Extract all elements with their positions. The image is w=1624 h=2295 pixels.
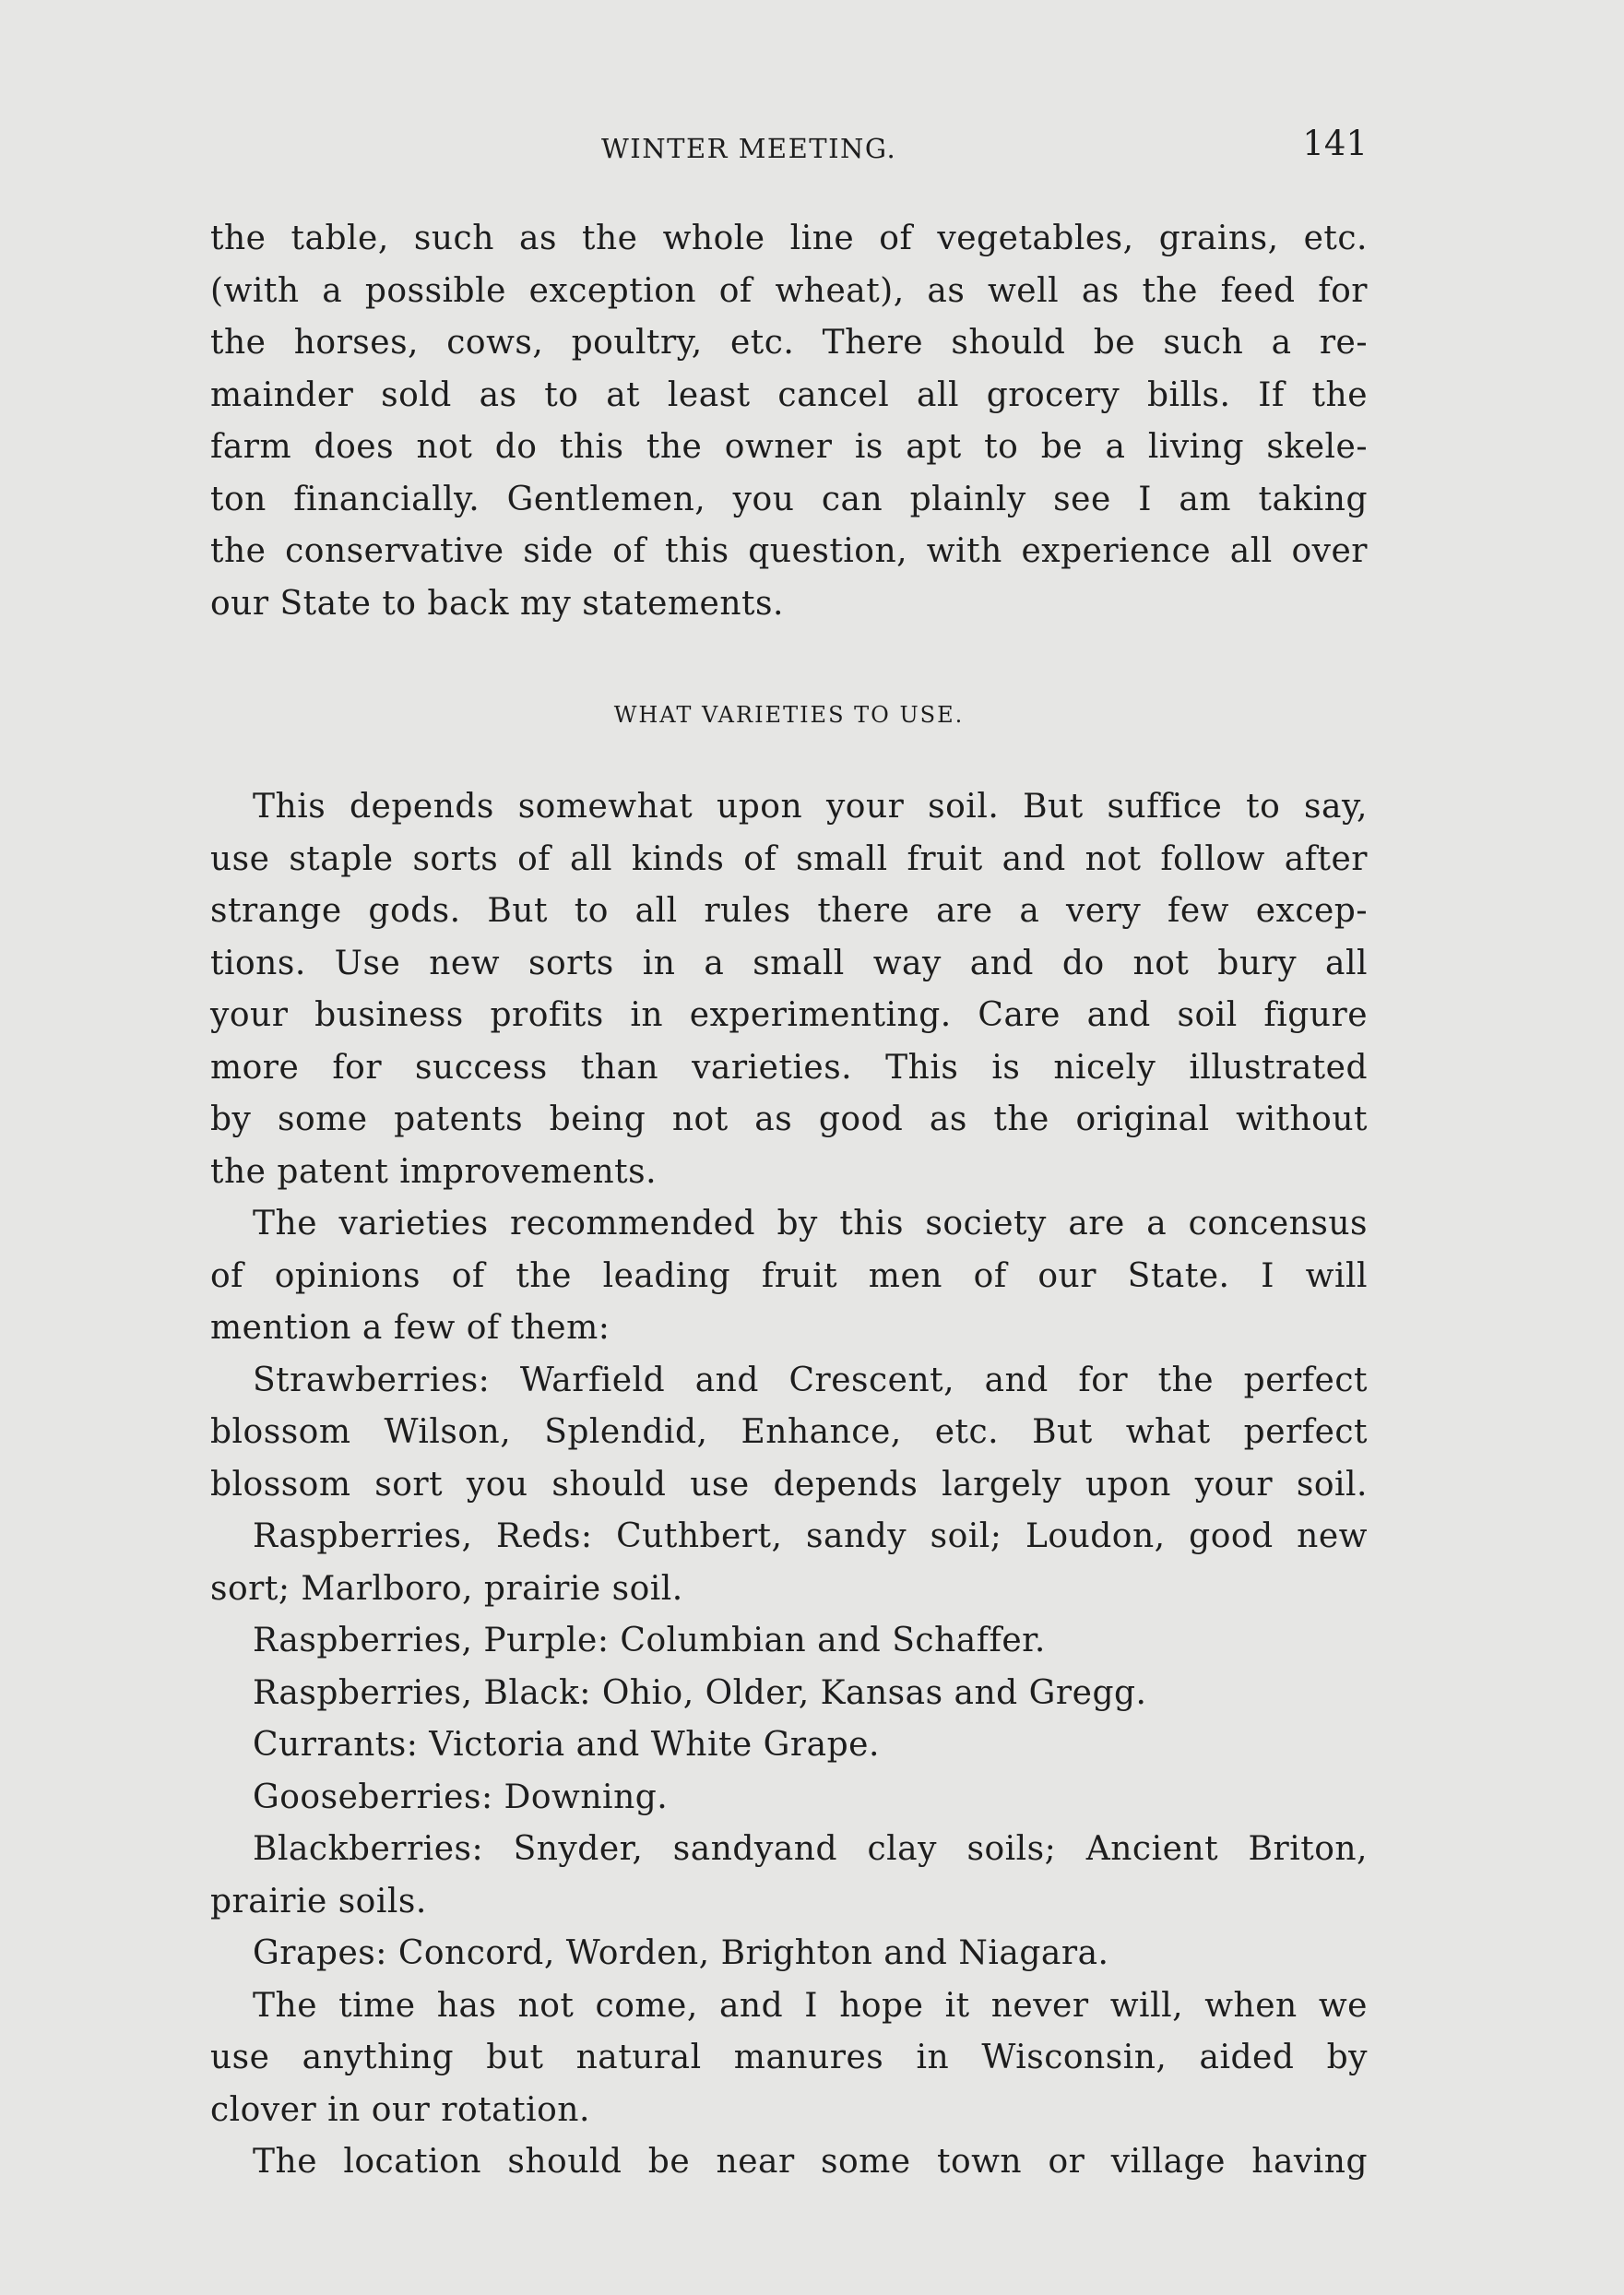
variety-entry-raspberries-black: Raspberries, Black: Ohio, Older, Kansas and Gregg. — [253, 1673, 1147, 1712]
paragraph-first-line: The varieties recommended by this society are a concensus — [253, 1205, 1368, 1243]
section-heading: WHAT VARIETIES TO USE. — [613, 702, 965, 728]
text-line: our State to back my statements. — [210, 584, 784, 623]
running-title: WINTER MEETING. — [601, 133, 897, 164]
variety-entry-raspberries-reds: Raspberries, Reds: Cuthbert, sandy soil; Loudon, good new — [253, 1517, 1368, 1555]
text-line: of opinions of the leading fruit men of our State. I will — [210, 1256, 1368, 1295]
variety-entry-strawberries: Strawberries: Warfield and Crescent, and for the perfect — [253, 1361, 1368, 1399]
text-line: use anything but natural manures in Wisconsin, aided by — [210, 2039, 1368, 2076]
text-line: the conservative side of this question, with experience all over — [210, 532, 1368, 570]
text-line: the horses, cows, poultry, etc. There should be such a re- — [210, 324, 1368, 362]
variety-entry-gooseberries: Gooseberries: Downing. — [253, 1778, 669, 1816]
text-line: ton financially. Gentlemen, you can plainly see I am taking — [210, 480, 1368, 518]
variety-entry-raspberries-purple: Raspberries, Purple: Columbian and Schaffer. — [253, 1622, 1046, 1659]
text-line: more for success than varieties. This is nicely illustrated — [210, 1048, 1368, 1087]
text-line: the patent improvements. — [210, 1152, 658, 1191]
text-line: prairie soils. — [210, 1882, 427, 1920]
text-line: sort; Marlboro, prairie soil. — [210, 1569, 683, 1608]
variety-entry-grapes: Grapes: Concord, Worden, Brighton and Niagara. — [253, 1934, 1109, 1972]
text-line: your business profits in experimenting. Care and soil figure — [210, 996, 1368, 1034]
text-line: strange gods. But to all rules there are a very few excep- — [210, 892, 1368, 930]
text-line: (with a possible exception of wheat), as well as the feed for — [210, 271, 1368, 310]
text-line: by some patents being not as good as the original without — [210, 1100, 1368, 1138]
variety-entry-currants: Currants: Victoria and White Grape. — [253, 1726, 880, 1764]
paragraph-first-line: The location should be near some town or village having — [253, 2143, 1368, 2181]
text-line: farm does not do this the owner is apt to be a living skele- — [210, 428, 1368, 466]
text-line: tions. Use new sorts in a small way and do not bury all — [210, 944, 1368, 982]
paragraph-first-line: The time has not come, and I hope it never will, when we — [253, 1986, 1368, 2025]
text-line: the table, such as the whole line of vegetables, grains, etc. — [210, 220, 1368, 257]
page-number: 141 — [1302, 124, 1368, 163]
section-body — [210, 781, 1368, 2189]
running-head — [210, 124, 1368, 170]
text-line: mainder sold as to at least cancel all grocery bills. If the — [210, 375, 1368, 414]
text-line: mention a few of them: — [210, 1309, 610, 1347]
paragraph-first-line: This depends somewhat upon your soil. But suffice to say, — [253, 788, 1368, 826]
text-line: blossom Wilson, Splendid, Enhance, etc. But what perfect — [210, 1413, 1368, 1451]
text-line: use staple sorts of all kinds of small fruit and not follow after — [210, 839, 1368, 878]
paragraph-continued — [210, 213, 1368, 630]
text-line: clover in our rotation. — [210, 2090, 590, 2129]
variety-entry-blackberries: Blackberries: Snyder, sandyand clay soils; Ancient Briton, — [253, 1830, 1368, 1868]
text-line: blossom sort you should use depends largely upon your soil. — [210, 1465, 1368, 1504]
